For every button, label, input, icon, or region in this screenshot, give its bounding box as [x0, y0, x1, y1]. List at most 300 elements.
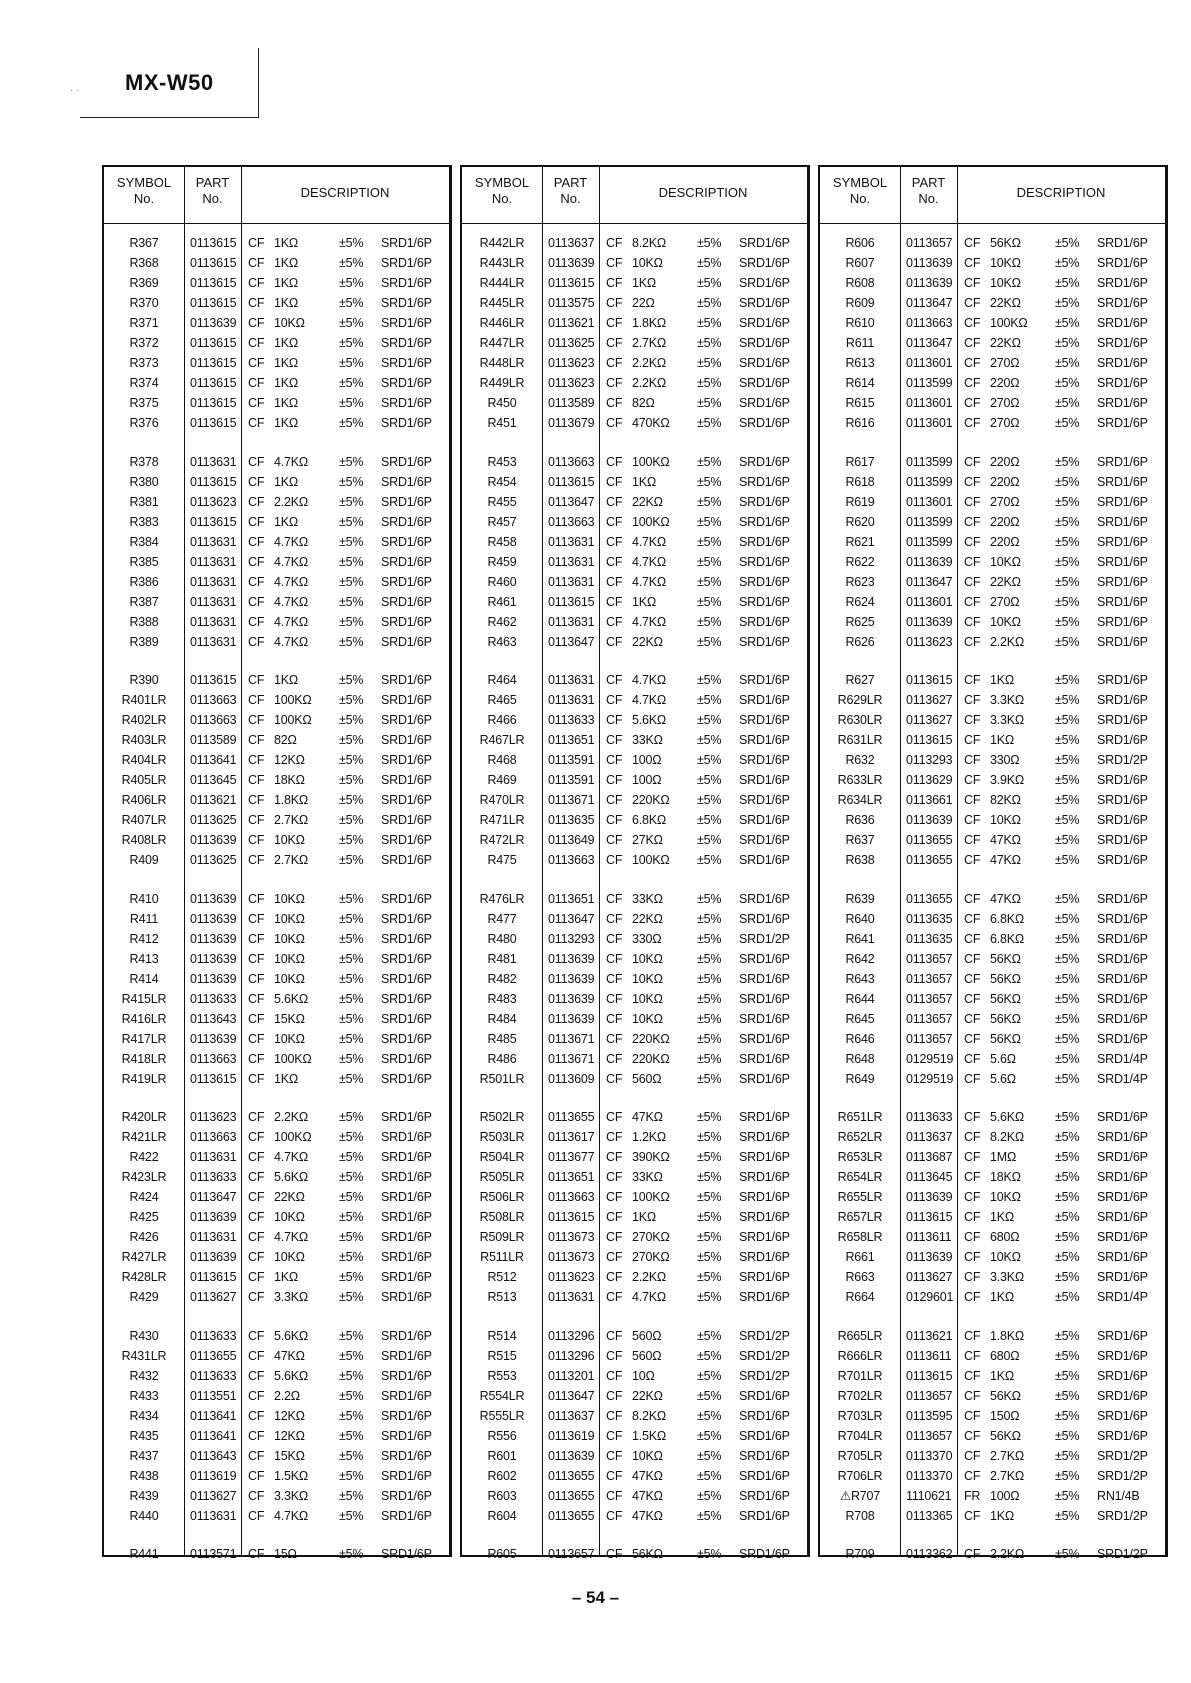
spec-cell: SRD1/6P	[381, 891, 432, 906]
symbol-cell: R465	[487, 693, 517, 707]
value-cell: 56KΩ	[990, 1388, 1021, 1403]
table-row	[820, 810, 1165, 830]
symbol-cell: R663	[845, 1270, 875, 1284]
table-row	[820, 1426, 1165, 1446]
spec-cell: SRD1/2P	[1097, 1547, 1148, 1561]
spec-cell: SRD1/6P	[381, 1190, 432, 1204]
table-row	[820, 512, 1165, 532]
tolerance-cell: ±5%	[697, 1448, 722, 1463]
table-row	[462, 353, 807, 373]
value-cell: 15Ω	[274, 1547, 297, 1561]
spec-cell: SRD1/6P	[1097, 673, 1148, 687]
table-row	[462, 592, 807, 612]
spec-cell: SRD1/6P	[381, 454, 432, 469]
value-cell: 47KΩ	[632, 1508, 663, 1523]
tolerance-cell: ±5%	[339, 574, 364, 589]
type-cell: CF	[248, 1468, 265, 1483]
table-row	[462, 612, 807, 632]
table-row	[104, 253, 449, 273]
tolerance-cell: ±5%	[1055, 634, 1080, 649]
header-part-line2: No.	[918, 191, 939, 206]
spec-cell: SRD1/6P	[381, 1071, 432, 1086]
tolerance-cell: ±5%	[339, 1428, 364, 1443]
table-row	[462, 1167, 807, 1187]
table-row	[820, 1227, 1165, 1247]
spec-cell: SRD1/6P	[1097, 1428, 1148, 1443]
spec-cell: SRD1/6P	[1097, 1230, 1148, 1244]
value-cell: 1KΩ	[990, 1368, 1015, 1383]
value-cell: 470KΩ	[632, 416, 670, 430]
part-number-cell: 0113661	[906, 793, 953, 807]
type-cell: CF	[606, 296, 623, 310]
value-cell: 1KΩ	[632, 474, 657, 489]
type-cell: CF	[964, 1508, 981, 1523]
tolerance-cell: ±5%	[697, 1150, 722, 1164]
tolerance-cell: ±5%	[1055, 514, 1080, 529]
tolerance-cell: ±5%	[1055, 614, 1080, 629]
type-cell: CF	[964, 356, 981, 370]
symbol-cell: R641	[845, 931, 875, 946]
part-number-cell: 0113623	[548, 376, 595, 390]
part-number-cell: 0113293	[906, 753, 953, 767]
value-cell: 1MΩ	[990, 1150, 1017, 1164]
part-number-cell: 0113615	[548, 276, 595, 290]
type-cell: CF	[606, 256, 623, 270]
table-row	[104, 1107, 449, 1127]
value-cell: 8.2KΩ	[632, 1408, 667, 1423]
tolerance-cell: ±5%	[697, 1230, 722, 1244]
value-cell: 10KΩ	[990, 1190, 1021, 1204]
symbol-cell: R603	[487, 1488, 517, 1503]
tolerance-cell: ±5%	[1055, 673, 1080, 687]
tolerance-cell: ±5%	[339, 991, 364, 1006]
symbol-cell: R705LR	[837, 1448, 883, 1463]
table-row	[104, 1366, 449, 1386]
symbol-cell: R410	[129, 891, 159, 906]
spec-cell: SRD1/6P	[739, 951, 790, 966]
part-number-cell: 0113296	[548, 1348, 595, 1363]
spec-cell: SRD1/6P	[381, 991, 432, 1006]
type-cell: CF	[964, 514, 981, 529]
table-row	[820, 1049, 1165, 1069]
value-cell: 82KΩ	[990, 793, 1021, 807]
type-cell: CF	[248, 1388, 265, 1403]
type-cell: CF	[606, 833, 623, 847]
table-row	[462, 532, 807, 552]
table-row	[104, 1406, 449, 1426]
table-row	[462, 949, 807, 969]
symbol-cell: R665LR	[837, 1328, 883, 1343]
value-cell: 10KΩ	[274, 316, 305, 330]
part-number-cell: 0113621	[190, 793, 237, 807]
header-symbol-line2: No.	[849, 191, 871, 206]
value-cell: 10KΩ	[274, 971, 305, 986]
part-number-cell: 0129601	[906, 1290, 954, 1304]
table-row	[820, 1346, 1165, 1366]
header-symbol-line2: No.	[133, 191, 155, 206]
part-number-cell: 0113641	[190, 1428, 237, 1443]
symbol-cell: R654LR	[837, 1170, 883, 1184]
spec-cell: SRD1/6P	[1097, 1328, 1148, 1343]
tolerance-cell: ±5%	[1055, 1547, 1080, 1561]
symbol-cell: R420LR	[121, 1110, 167, 1124]
part-number-cell: 0113631	[190, 1150, 237, 1164]
table-row	[820, 1406, 1165, 1426]
part-number-cell: 0113623	[548, 356, 595, 370]
part-number-cell: 0113631	[548, 554, 595, 569]
part-number-cell: 0113657	[906, 1388, 953, 1403]
table-row	[462, 889, 807, 909]
tolerance-cell: ±5%	[1055, 416, 1080, 430]
table-row	[820, 1287, 1165, 1307]
spec-cell: SRD1/6P	[1097, 534, 1148, 549]
spec-cell: SRD1/6P	[381, 236, 432, 250]
spec-cell: SRD1/6P	[381, 1408, 432, 1423]
value-cell: 22KΩ	[632, 911, 663, 926]
symbol-cell: R439	[129, 1488, 159, 1503]
symbol-cell: R604	[487, 1508, 517, 1523]
symbol-cell: R443LR	[479, 256, 525, 270]
type-cell: CF	[248, 1508, 265, 1523]
table-row	[820, 293, 1165, 313]
table-row	[104, 532, 449, 552]
spec-cell: SRD1/6P	[381, 1290, 432, 1304]
tolerance-cell: ±5%	[339, 1150, 364, 1164]
table-row	[104, 889, 449, 909]
table-row	[820, 670, 1165, 690]
table-row	[104, 1049, 449, 1069]
part-number-cell: 0113631	[190, 634, 237, 649]
symbol-cell: R642	[845, 951, 875, 966]
symbol-cell: R631LR	[837, 733, 883, 747]
type-cell: CF	[248, 534, 265, 549]
type-cell: CF	[606, 1408, 623, 1423]
row-group	[820, 1326, 1165, 1526]
type-cell: CF	[248, 1031, 265, 1046]
spec-cell: SRD1/6P	[381, 634, 432, 649]
type-cell: CF	[964, 773, 981, 787]
tolerance-cell: ±5%	[1055, 1130, 1080, 1144]
tolerance-cell: ±5%	[339, 416, 364, 430]
symbol-cell: R430	[129, 1328, 159, 1343]
table-row	[462, 1486, 807, 1506]
symbol-cell: R614	[845, 376, 875, 390]
table-row	[104, 989, 449, 1009]
part-number-cell: 0113671	[548, 1051, 595, 1066]
tolerance-cell: ±5%	[697, 454, 722, 469]
value-cell: 10KΩ	[632, 971, 663, 986]
value-cell: 4.7KΩ	[274, 1230, 309, 1244]
spec-cell: SRD1/6P	[739, 494, 790, 509]
value-cell: 3.3KΩ	[990, 713, 1025, 727]
type-cell: CF	[964, 793, 981, 807]
spec-cell: SRD1/6P	[1097, 813, 1148, 827]
value-cell: 1KΩ	[632, 594, 657, 609]
part-number-cell: 0113655	[548, 1488, 595, 1503]
part-number-cell: 0113639	[190, 1031, 237, 1046]
table-row	[820, 1069, 1165, 1089]
part-number-cell: 0113621	[548, 316, 595, 330]
type-cell: CF	[606, 1110, 623, 1124]
part-number-cell: 0113623	[548, 1270, 595, 1284]
symbol-cell: R624	[845, 594, 875, 609]
value-cell: 8.2KΩ	[632, 236, 667, 250]
spec-cell: SRD1/6P	[739, 634, 790, 649]
type-cell: CF	[248, 1270, 265, 1284]
type-cell: CF	[964, 813, 981, 827]
part-number-cell: 0113639	[190, 891, 237, 906]
value-cell: 47KΩ	[990, 891, 1021, 906]
table-body	[820, 233, 1165, 1583]
row-group	[462, 1107, 807, 1307]
symbol-cell: R388	[129, 614, 159, 629]
tolerance-cell: ±5%	[697, 793, 722, 807]
symbol-cell: R415LR	[121, 991, 167, 1006]
type-cell: CF	[248, 1348, 265, 1363]
part-number-cell: 0113633	[906, 1110, 953, 1124]
table-row	[462, 1009, 807, 1029]
spec-cell: SRD1/6P	[381, 416, 432, 430]
part-number-cell: 0113647	[548, 634, 595, 649]
part-number-cell: 0113647	[548, 1388, 595, 1403]
type-cell: CF	[964, 1290, 981, 1304]
value-cell: 56KΩ	[990, 236, 1021, 250]
tolerance-cell: ±5%	[339, 733, 364, 747]
spec-cell: SRD1/6P	[739, 1408, 790, 1423]
part-number-cell: 0113639	[548, 1448, 595, 1463]
spec-cell: SRD1/6P	[1097, 931, 1148, 946]
spec-cell: SRD1/6P	[381, 813, 432, 827]
tolerance-cell: ±5%	[339, 1368, 364, 1383]
type-cell: CF	[964, 256, 981, 270]
value-cell: 220KΩ	[632, 1031, 670, 1046]
table-row	[820, 1147, 1165, 1167]
tolerance-cell: ±5%	[339, 1230, 364, 1244]
type-cell: CF	[964, 296, 981, 310]
table-row	[820, 1247, 1165, 1267]
value-cell: 270KΩ	[632, 1230, 670, 1244]
value-cell: 220Ω	[990, 514, 1020, 529]
tolerance-cell: ±5%	[1055, 376, 1080, 390]
value-cell: 22KΩ	[632, 494, 663, 509]
value-cell: 22KΩ	[274, 1190, 305, 1204]
part-number-cell: 0113625	[190, 813, 237, 827]
value-cell: 1KΩ	[274, 296, 299, 310]
value-cell: 100KΩ	[632, 454, 670, 469]
part-number-cell: 0113615	[190, 376, 237, 390]
tolerance-cell: ±5%	[1055, 1011, 1080, 1026]
spec-cell: SRD1/6P	[381, 1368, 432, 1383]
part-number-cell: 0113671	[548, 1031, 595, 1046]
table-row	[820, 1009, 1165, 1029]
table-row	[462, 572, 807, 592]
row-group	[104, 452, 449, 652]
tolerance-cell: ±5%	[339, 1011, 364, 1026]
value-cell: 2.2KΩ	[990, 634, 1025, 649]
spec-cell: SRD1/6P	[739, 514, 790, 529]
type-cell: CF	[964, 1547, 981, 1561]
table-row	[104, 1207, 449, 1227]
part-number-cell: 0113631	[190, 534, 237, 549]
part-number-cell: 0113647	[548, 494, 595, 509]
tolerance-cell: ±5%	[697, 614, 722, 629]
value-cell: 12KΩ	[274, 1408, 305, 1423]
type-cell: CF	[248, 1150, 265, 1164]
part-number-cell: 0113615	[190, 396, 237, 410]
spec-cell: SRD1/6P	[1097, 1408, 1148, 1423]
value-cell: 4.7KΩ	[274, 594, 309, 609]
tolerance-cell: ±5%	[1055, 316, 1080, 330]
type-cell: CF	[606, 534, 623, 549]
tolerance-cell: ±5%	[1055, 296, 1080, 310]
value-cell: 33KΩ	[632, 733, 663, 747]
tolerance-cell: ±5%	[1055, 396, 1080, 410]
symbol-cell: R458	[487, 534, 517, 549]
part-number-cell: 0113657	[906, 236, 953, 250]
symbol-cell: R408LR	[121, 833, 167, 847]
tolerance-cell: ±5%	[697, 1290, 722, 1304]
value-cell: 4.7KΩ	[632, 574, 667, 589]
part-number-cell: 0113609	[548, 1071, 595, 1086]
tolerance-cell: ±5%	[339, 813, 364, 827]
tolerance-cell: ±5%	[1055, 1270, 1080, 1284]
table-row	[462, 333, 807, 353]
tolerance-cell: ±5%	[1055, 773, 1080, 787]
table-row	[462, 830, 807, 850]
row-group	[820, 889, 1165, 1089]
table-row	[820, 572, 1165, 592]
value-cell: 5.6Ω	[990, 1051, 1016, 1066]
type-cell: CF	[248, 733, 265, 747]
spec-cell: SRD1/6P	[739, 416, 790, 430]
row-group	[820, 452, 1165, 652]
type-cell: CF	[964, 574, 981, 589]
part-number-cell: 0113370	[906, 1448, 953, 1463]
type-cell: CF	[964, 1448, 981, 1463]
tolerance-cell: ±5%	[697, 1031, 722, 1046]
tolerance-cell: ±5%	[1055, 1110, 1080, 1124]
spec-cell: SRD1/6P	[739, 1170, 790, 1184]
value-cell: 2.7KΩ	[990, 1468, 1025, 1483]
spec-cell: SRD1/6P	[1097, 594, 1148, 609]
header-part-line1: PART	[195, 175, 230, 190]
part-number-cell: 0113370	[906, 1468, 953, 1483]
part-number-cell: 0113615	[548, 1210, 595, 1224]
tolerance-cell: ±5%	[1055, 1051, 1080, 1066]
type-cell: CF	[248, 1170, 265, 1184]
type-cell: CF	[964, 236, 981, 250]
table-row	[820, 710, 1165, 730]
spec-cell: SRD1/6P	[1097, 1130, 1148, 1144]
symbol-cell: R502LR	[479, 1110, 525, 1124]
type-cell: CF	[606, 971, 623, 986]
symbol-cell: R418LR	[121, 1051, 167, 1066]
part-number-cell: 0113615	[906, 1368, 953, 1383]
part-number-cell: 0113631	[190, 574, 237, 589]
type-cell: CF	[606, 514, 623, 529]
type-cell: CF	[964, 534, 981, 549]
table-row	[820, 1267, 1165, 1287]
table-row	[820, 850, 1165, 870]
tolerance-cell: ±5%	[697, 931, 722, 946]
part-number-cell: 0113629	[906, 773, 953, 787]
tolerance-cell: ±5%	[1055, 474, 1080, 489]
value-cell: 47KΩ	[632, 1488, 663, 1503]
tolerance-cell: ±5%	[1055, 1408, 1080, 1423]
symbol-cell: R618	[845, 474, 875, 489]
tolerance-cell: ±5%	[339, 713, 364, 727]
table-row	[462, 1366, 807, 1386]
symbol-cell: R508LR	[479, 1210, 525, 1224]
spec-cell: SRD1/6P	[1097, 793, 1148, 807]
tolerance-cell: ±5%	[1055, 853, 1080, 867]
value-cell: 4.7KΩ	[632, 1290, 667, 1304]
spec-cell: SRD1/6P	[739, 1468, 790, 1483]
table-row	[462, 1406, 807, 1426]
table-body	[104, 233, 449, 1583]
table-row	[462, 273, 807, 293]
type-cell: CF	[964, 733, 981, 747]
type-cell: CF	[964, 614, 981, 629]
value-cell: 2.2KΩ	[632, 356, 667, 370]
header-description: DESCRIPTION	[658, 185, 748, 200]
table-row	[462, 1426, 807, 1446]
header-symbol	[820, 175, 900, 207]
part-number-cell: 0113655	[548, 1508, 595, 1523]
value-cell: 1KΩ	[274, 376, 299, 390]
symbol-cell: R390	[129, 673, 159, 687]
type-cell: CF	[248, 673, 265, 687]
symbol-cell: R370	[129, 296, 159, 310]
value-cell: 8.2KΩ	[990, 1130, 1025, 1144]
type-cell: CF	[248, 1547, 265, 1561]
spec-cell: SRD1/6P	[1097, 396, 1148, 410]
part-number-cell: 0113647	[906, 336, 953, 350]
type-cell: CF	[248, 891, 265, 906]
value-cell: 5.6KΩ	[274, 1368, 309, 1383]
type-cell: CF	[606, 951, 623, 966]
spec-cell: SRD1/6P	[1097, 474, 1148, 489]
tolerance-cell: ±5%	[697, 574, 722, 589]
tolerance-cell: ±5%	[697, 494, 722, 509]
spec-cell: SRD1/6P	[1097, 514, 1148, 529]
type-cell: CF	[248, 1290, 265, 1304]
value-cell: 220KΩ	[632, 793, 670, 807]
value-cell: 560Ω	[632, 1328, 662, 1343]
part-number-cell: 0113639	[190, 931, 237, 946]
symbol-cell: R375	[129, 396, 159, 410]
part-number-cell: 0113673	[548, 1230, 595, 1244]
table-row	[820, 770, 1165, 790]
spec-cell: SRD1/2P	[739, 1368, 790, 1383]
value-cell: 10KΩ	[990, 256, 1021, 270]
spec-cell: SRD1/6P	[739, 891, 790, 906]
type-cell: CF	[606, 1170, 623, 1184]
symbol-cell: R425	[129, 1210, 159, 1224]
value-cell: 330Ω	[990, 753, 1020, 767]
tolerance-cell: ±5%	[339, 1468, 364, 1483]
tolerance-cell: ±5%	[1055, 1290, 1080, 1304]
part-number-cell: 0113639	[906, 813, 953, 827]
type-cell: CF	[248, 911, 265, 926]
part-number-cell: 0113639	[190, 911, 237, 926]
tolerance-cell: ±5%	[339, 634, 364, 649]
part-number-cell: 0113589	[548, 396, 595, 410]
spec-cell: SRD1/6P	[739, 1071, 790, 1086]
tolerance-cell: ±5%	[697, 594, 722, 609]
type-cell: CF	[964, 1408, 981, 1423]
value-cell: 2.7KΩ	[274, 853, 309, 867]
